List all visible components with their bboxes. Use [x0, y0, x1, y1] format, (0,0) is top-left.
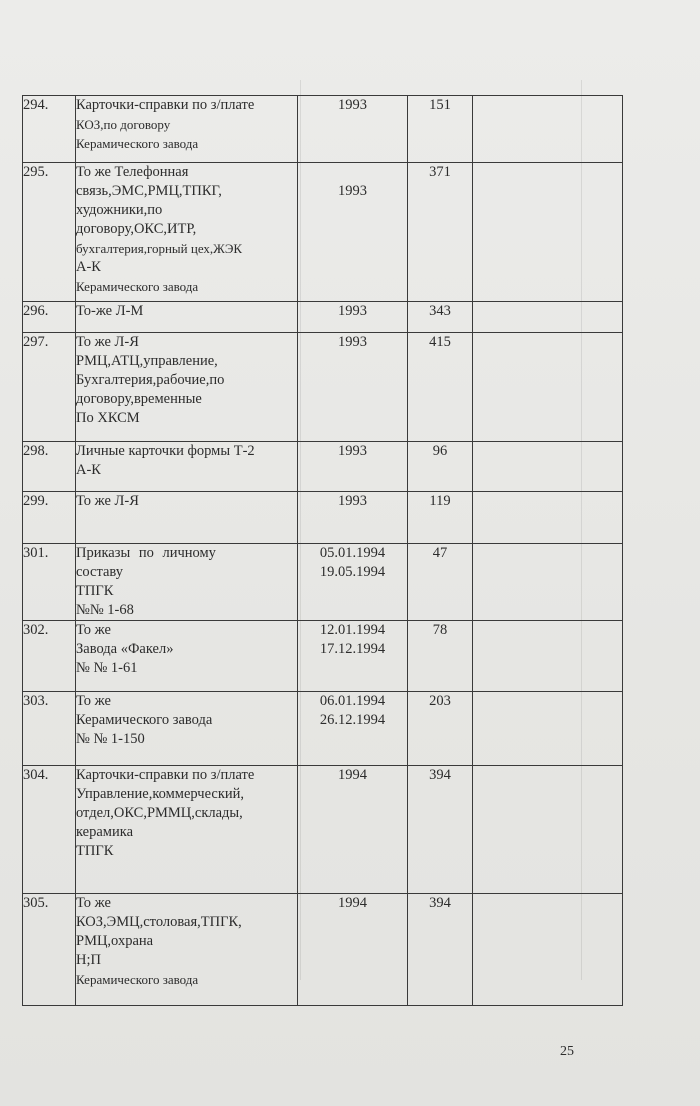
- item-number: 294.: [23, 96, 76, 163]
- item-note: [473, 894, 623, 1006]
- date-line: 1993: [338, 303, 367, 319]
- title-line: Керамического завода: [76, 972, 199, 987]
- title-line: Н;П: [76, 952, 101, 968]
- title-line: Завода «Факел»: [76, 641, 174, 657]
- date-line: 1993: [338, 97, 367, 113]
- item-title: [76, 621, 298, 692]
- title-line: РМЦ,АТЦ,управление,: [76, 353, 218, 369]
- title-line: ТПГК: [76, 583, 114, 599]
- date-line: 1993: [338, 443, 367, 459]
- date-line: 1994: [338, 767, 367, 783]
- item-number: 298.: [23, 442, 76, 492]
- title-line: Керамического завода: [76, 279, 199, 294]
- title-line: договору,ОКС,ИТР,: [76, 221, 197, 237]
- title-line: Керамического завода: [76, 136, 199, 151]
- date-line: 05.01.1994: [319, 545, 386, 561]
- item-dates: [298, 544, 408, 621]
- item-number: 302.: [23, 621, 76, 692]
- date-line: 1993: [338, 183, 367, 199]
- table-row: [23, 894, 623, 1006]
- item-title: [76, 163, 298, 302]
- item-sheet-count: 394: [408, 894, 473, 1006]
- item-note: [473, 544, 623, 621]
- item-number: 305.: [23, 894, 76, 1006]
- item-number: 295.: [23, 163, 76, 302]
- title-line: Бухгалтерия,рабочие,по: [76, 372, 225, 388]
- item-note: [473, 766, 623, 894]
- title-line: отдел,ОКС,РММЦ,склады,: [76, 805, 243, 821]
- title-line: бухгалтерия,горный цех,ЖЭК: [76, 241, 243, 256]
- title-line: То же: [76, 622, 111, 638]
- table-row: [23, 621, 623, 692]
- item-sheet-count: 415: [408, 333, 473, 442]
- title-line: художники,по: [76, 202, 163, 218]
- title-line: № № 1-61: [76, 660, 138, 676]
- date-line: 19.05.1994: [319, 564, 386, 580]
- title-line: А-К: [76, 462, 101, 478]
- item-title: [76, 96, 298, 163]
- item-note: [473, 96, 623, 163]
- title-line: ТПГК: [76, 843, 114, 859]
- title-line: № № 1-150: [76, 731, 145, 747]
- item-number: 301.: [23, 544, 76, 621]
- item-note: [473, 302, 623, 333]
- date-line: 1993: [338, 334, 367, 350]
- item-sheet-count: 151: [408, 96, 473, 163]
- item-note: [473, 442, 623, 492]
- inventory-table: [22, 95, 623, 1006]
- item-dates: [298, 96, 408, 163]
- item-dates: [298, 302, 408, 333]
- title-line: составу: [76, 564, 124, 580]
- table-row: [23, 492, 623, 544]
- page-number: 25: [560, 1044, 574, 1059]
- item-number: 296.: [23, 302, 76, 333]
- item-title: [76, 442, 298, 492]
- title-line: А-К: [76, 259, 101, 275]
- item-dates: [298, 492, 408, 544]
- title-line: То же Телефонная: [76, 164, 189, 180]
- table-row: [23, 96, 623, 163]
- item-title: [76, 302, 298, 333]
- item-note: [473, 692, 623, 766]
- title-line: РМЦ,охрана: [76, 933, 154, 949]
- item-dates: [298, 621, 408, 692]
- title-line: КОЗ,по договору: [76, 117, 171, 132]
- date-line: 1993: [338, 493, 367, 509]
- title-line: Керамического завода: [76, 712, 213, 728]
- date-line: 1994: [338, 895, 367, 911]
- item-note: [473, 333, 623, 442]
- item-dates: [298, 163, 408, 302]
- title-line: По ХКСМ: [76, 410, 140, 426]
- table-row: [23, 692, 623, 766]
- date-line: 17.12.1994: [319, 641, 386, 657]
- title-line: Карточки-справки по з/плате: [76, 767, 255, 783]
- item-dates: [298, 333, 408, 442]
- title-line: керамика: [76, 824, 134, 840]
- table-row: [23, 766, 623, 894]
- item-sheet-count: 371: [408, 163, 473, 302]
- title-line: Карточки-справки по з/плате: [76, 97, 255, 113]
- date-line: 26.12.1994: [319, 712, 386, 728]
- item-number: 303.: [23, 692, 76, 766]
- item-number: 297.: [23, 333, 76, 442]
- title-line: связь,ЭМС,РМЦ,ТПКГ,: [76, 183, 222, 199]
- title-line: То же Л-Я: [76, 334, 139, 350]
- item-title: [76, 692, 298, 766]
- table-row: [23, 442, 623, 492]
- inventory-table-body: [23, 96, 623, 1006]
- title-line: То же: [76, 693, 111, 709]
- title-line: №№ 1-68: [76, 602, 134, 618]
- item-title: [76, 492, 298, 544]
- title-line: договору,временные: [76, 391, 202, 407]
- item-sheet-count: 119: [408, 492, 473, 544]
- item-title: [76, 544, 298, 621]
- title-line: То же Л-Я: [76, 493, 139, 509]
- date-line: 12.01.1994: [319, 622, 386, 638]
- date-line: 06.01.1994: [319, 693, 386, 709]
- item-note: [473, 163, 623, 302]
- item-sheet-count: 343: [408, 302, 473, 333]
- item-sheet-count: 394: [408, 766, 473, 894]
- table-row: [23, 163, 623, 302]
- item-number: 299.: [23, 492, 76, 544]
- title-line: Личные карточки формы Т-2: [76, 443, 255, 459]
- item-title: [76, 766, 298, 894]
- item-title: [76, 333, 298, 442]
- title-line: То-же Л-М: [76, 303, 144, 319]
- item-note: [473, 492, 623, 544]
- title-line: Приказы по личному: [76, 545, 216, 561]
- table-row: [23, 302, 623, 333]
- item-sheet-count: 96: [408, 442, 473, 492]
- table-row: [23, 333, 623, 442]
- item-note: [473, 621, 623, 692]
- item-number: 304.: [23, 766, 76, 894]
- item-title: [76, 894, 298, 1006]
- item-sheet-count: 47: [408, 544, 473, 621]
- date-line: [298, 163, 407, 182]
- item-dates: [298, 894, 408, 1006]
- item-sheet-count: 78: [408, 621, 473, 692]
- title-line: КОЗ,ЭМЦ,столовая,ТПГК,: [76, 914, 242, 930]
- title-line: Управление,коммерческий,: [76, 786, 245, 802]
- table-row: [23, 544, 623, 621]
- item-dates: [298, 442, 408, 492]
- item-sheet-count: 203: [408, 692, 473, 766]
- item-dates: [298, 766, 408, 894]
- title-line: То же: [76, 895, 111, 911]
- item-dates: [298, 692, 408, 766]
